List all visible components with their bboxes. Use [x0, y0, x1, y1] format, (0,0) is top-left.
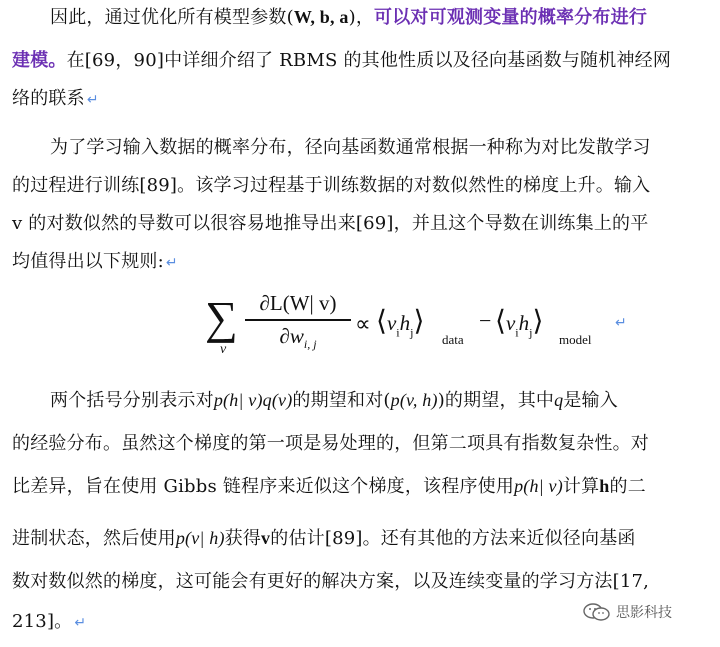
- watermark: [582, 602, 672, 622]
- fraction-numerator: [243, 290, 353, 316]
- p1-params: W, b, a: [293, 7, 349, 27]
- p3-text-l5: 数对数似然的梯度，这可能会有更好的解决方案，以及连续变量的学习方法[17,: [12, 571, 650, 592]
- term-sub-j: j: [529, 325, 533, 340]
- minus-symbol: −: [479, 308, 492, 333]
- gradient-formula: [205, 290, 627, 370]
- p3-text-l4c: 的估计[89]。还有其他的方法来近似径向基函: [270, 528, 636, 549]
- paragraph-3-line-3: [12, 473, 708, 500]
- p1-text-b: 在[69，90]中详细介绍了 RBMS 的其他性质以及径向基函数与随机神经网: [66, 50, 672, 71]
- p3-expr-2: p(v, h): [390, 390, 438, 410]
- p3-q: q: [554, 390, 564, 410]
- p3-text-l3a: 比差异，旨在使用 Gibbs 链程序来近似这个梯度，该程序使用: [12, 476, 515, 497]
- paragraph-2-line-2: [12, 173, 708, 199]
- proportional-symbol: ∝: [355, 311, 371, 336]
- term-v: v: [505, 311, 516, 335]
- sum-subscript: v: [220, 342, 227, 357]
- p3-text-l3c: 的二: [609, 476, 646, 497]
- p3-text-c: )的期望，其中: [437, 390, 555, 411]
- paragraph-3-line-1: [50, 387, 708, 414]
- term-sub-i: i: [396, 325, 400, 340]
- return-mark-icon: ↵: [86, 92, 99, 108]
- paragraph-2-line-3: [12, 211, 708, 237]
- data-subscript: data: [442, 332, 464, 347]
- model-subscript: model: [559, 332, 592, 347]
- p1-text-c: )，: [348, 7, 375, 28]
- p1-highlight-1: 可以对可观测变量的概率分布进行: [374, 7, 648, 28]
- term-sub-i: i: [515, 325, 519, 340]
- paragraph-3-line-5: [12, 569, 708, 595]
- wechat-icon: [582, 602, 612, 622]
- p1-highlight-2: 建模。: [12, 50, 67, 71]
- p3-expr-4: p(v| h): [175, 528, 225, 548]
- paragraph-3-line-4: [12, 525, 708, 552]
- paragraph-1-line-2: [12, 48, 708, 74]
- watermark-text: 思影科技: [616, 605, 672, 621]
- return-mark-icon: ↵: [615, 315, 627, 331]
- p1-text-a: 因此，通过优化所有模型参数(: [50, 7, 294, 28]
- term-h: h: [399, 311, 411, 335]
- p2-text-l4: 均值得出以下规则:: [12, 251, 164, 272]
- p3-text-d: 是输入: [563, 390, 618, 411]
- partial-fraction: [243, 290, 353, 357]
- fraction-denominator: [243, 323, 353, 357]
- p3-text-l2: 的经验分布。虽然这个梯度的第一项是易处理的，但第二项具有指数复杂性。对: [12, 433, 649, 454]
- numerator-text: ∂L(W| v): [259, 291, 337, 315]
- paragraph-1-line-1: [50, 4, 708, 31]
- p3-text-b: 的期望和对(: [292, 390, 391, 411]
- p1-text-l3: 络的联系: [12, 88, 85, 109]
- data-expectation: $⟨v_ih_j⟩$: [376, 306, 425, 340]
- p3-text-a: 两个括号分别表示对: [50, 390, 214, 411]
- paragraph-2-line-1: [50, 135, 708, 161]
- denominator-subscript: i, j: [303, 336, 317, 351]
- p3-text-l4b: 获得: [224, 528, 262, 549]
- p3-text-l6: 213]。: [12, 611, 73, 632]
- model-expectation: $⟨v_ih_j⟩$: [495, 306, 544, 340]
- sum-symbol: ∑: [205, 292, 238, 343]
- paragraph-1-line-3: [12, 86, 708, 113]
- return-mark-icon: ↵: [74, 615, 87, 631]
- p2-text-l2: 的过程进行训练[89]。该学习过程基于训练数据的对数似然性的梯度上升。输入: [12, 175, 651, 196]
- fraction-bar: [245, 319, 351, 321]
- p3-h: h: [599, 476, 610, 496]
- denominator-text: ∂w: [279, 323, 304, 348]
- p3-text-l3b: 计算: [562, 476, 600, 497]
- p2-text-l1: 为了学习输入数据的概率分布，径向基函数通常根据一种称为对比发散学习: [50, 137, 651, 158]
- p3-expr-3: p(h| v): [514, 476, 563, 496]
- return-mark-icon: ↵: [165, 255, 178, 271]
- term-h: h: [518, 311, 530, 335]
- term-sub-j: j: [410, 325, 414, 340]
- p3-expr-1: p(h| v)q(v): [213, 390, 293, 410]
- term-v: v: [386, 311, 397, 335]
- paragraph-3-line-2: [12, 431, 708, 457]
- p3-text-l4a: 进制状态，然后使用: [12, 528, 176, 549]
- paragraph-2-line-4: [12, 249, 708, 276]
- p3-v: v: [261, 528, 271, 548]
- p2-text-l3: v 的对数似然的导数可以很容易地推导出来[69]，并且这个导数在训练集上的平: [12, 213, 649, 234]
